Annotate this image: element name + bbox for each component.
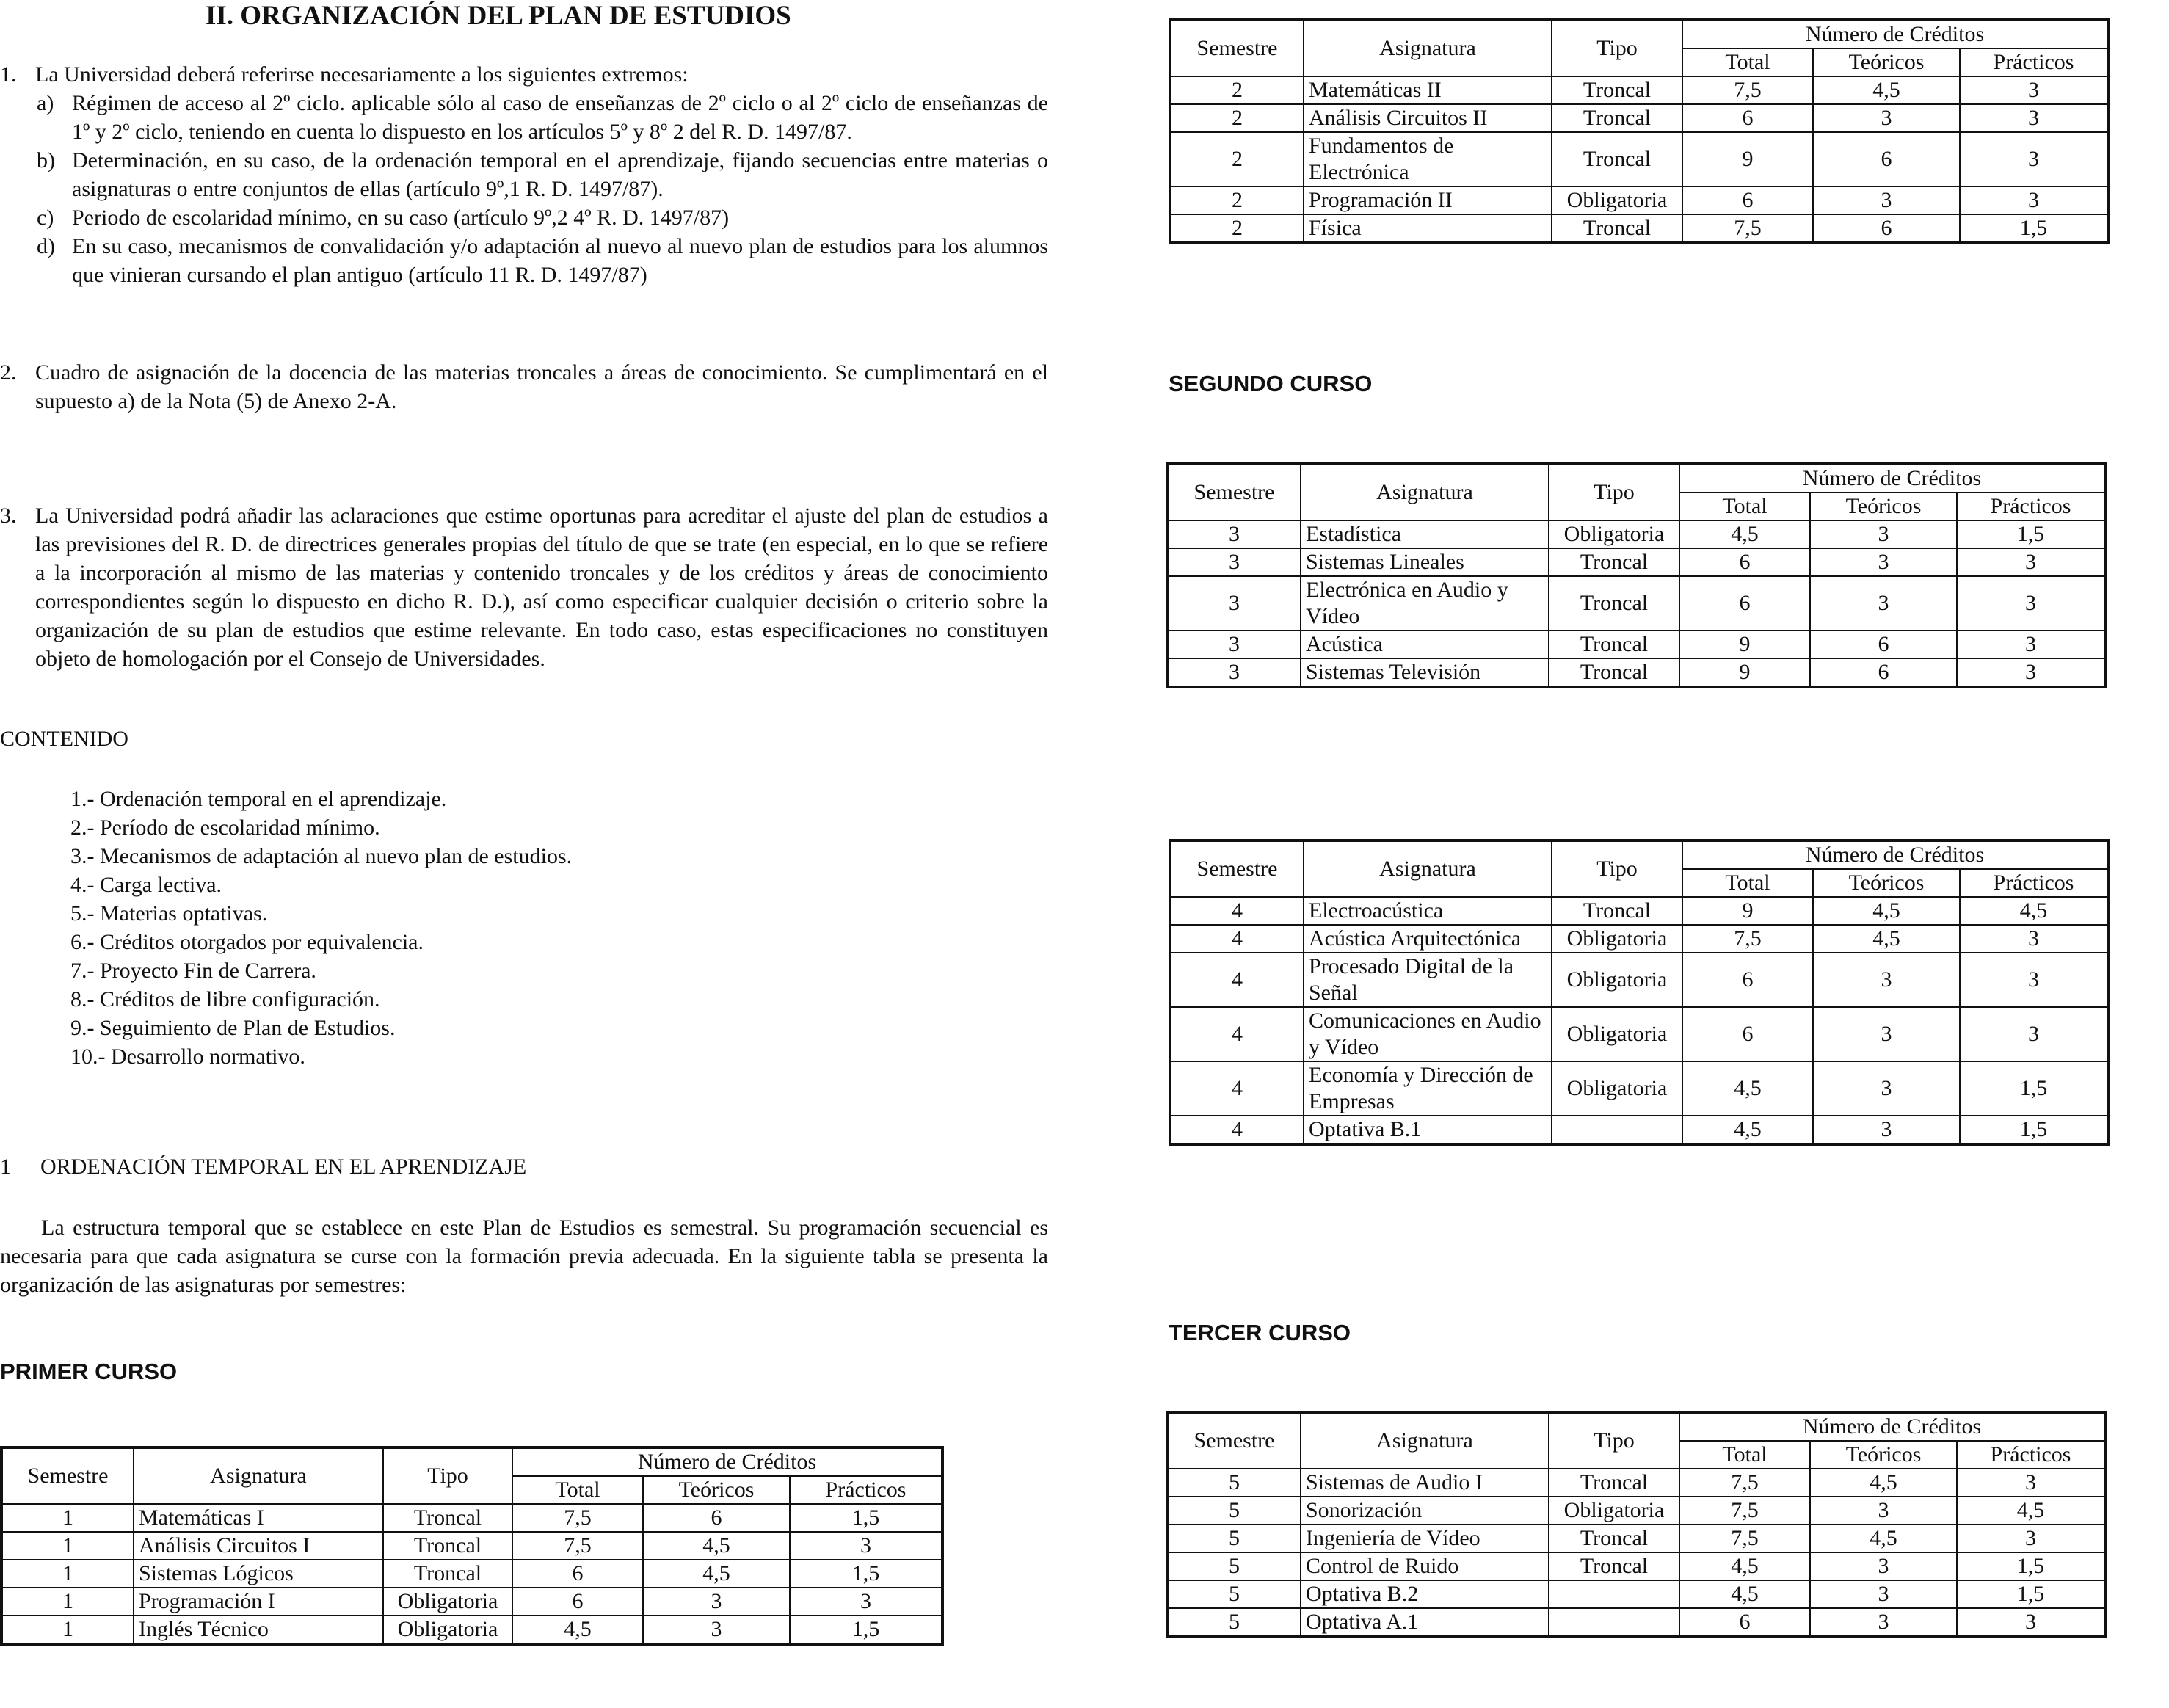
cell-practicos: 1,5 bbox=[790, 1504, 942, 1532]
table-row bbox=[1170, 76, 2108, 104]
cell-teoricos: 3 bbox=[1810, 576, 1957, 630]
section-1-heading bbox=[0, 1155, 526, 1180]
cell-teoricos: 3 bbox=[1810, 520, 1957, 548]
cell-total: 6 bbox=[1682, 104, 1813, 132]
contents-item: 5.- Materias optativas. bbox=[70, 901, 268, 926]
cell-total: 6 bbox=[512, 1560, 643, 1588]
table-row bbox=[1170, 1007, 2108, 1061]
header-practicos: Prácticos bbox=[790, 1476, 942, 1504]
cell-semestre: 4 bbox=[1170, 1061, 1304, 1116]
cell-practicos: 1,5 bbox=[1957, 1580, 2105, 1608]
cell-semestre: 2 bbox=[1170, 214, 1304, 243]
cell-total: 7,5 bbox=[1679, 1525, 1810, 1552]
cell-practicos: 1,5 bbox=[1960, 1061, 2108, 1116]
cell-asignatura: Matemáticas II bbox=[1304, 76, 1552, 104]
point-2-number: 2. bbox=[0, 360, 17, 385]
cell-total: 6 bbox=[512, 1588, 643, 1616]
cell-asignatura: Sistemas Lógicos bbox=[134, 1560, 383, 1588]
header-asignatura: Asignatura bbox=[1304, 20, 1552, 76]
cell-semestre: 5 bbox=[1167, 1525, 1301, 1552]
cell-teoricos: 3 bbox=[1810, 1608, 1957, 1637]
cell-total: 4,5 bbox=[1679, 1580, 1810, 1608]
cell-semestre: 5 bbox=[1167, 1552, 1301, 1580]
cell-semestre: 3 bbox=[1167, 576, 1301, 630]
cell-asignatura: Sistemas Televisión bbox=[1301, 658, 1549, 687]
cell-teoricos: 6 bbox=[1813, 214, 1960, 243]
item-d-label: d) bbox=[37, 234, 55, 258]
point-3-number: 3. bbox=[0, 504, 17, 528]
cell-total: 4,5 bbox=[1682, 1061, 1813, 1116]
cell-tipo: Obligatoria bbox=[383, 1616, 512, 1644]
tercer-curso-heading: TERCER CURSO bbox=[1169, 1320, 1351, 1345]
table-row bbox=[1170, 132, 2108, 186]
table-row bbox=[1, 1616, 942, 1644]
header-teoricos: Teóricos bbox=[1810, 1441, 1957, 1469]
contents-item: 6.- Créditos otorgados por equivalencia. bbox=[70, 930, 424, 954]
table-row bbox=[1167, 1580, 2105, 1608]
semester-5-table bbox=[1166, 1411, 2107, 1638]
cell-teoricos: 4,5 bbox=[1810, 1469, 1957, 1497]
table-row bbox=[1167, 1552, 2105, 1580]
cell-tipo: Troncal bbox=[1549, 576, 1679, 630]
contents-item: 4.- Carga lectiva. bbox=[70, 873, 222, 897]
cell-asignatura: Matemáticas I bbox=[134, 1504, 383, 1532]
table-row bbox=[1167, 1497, 2105, 1525]
cell-practicos: 4,5 bbox=[1960, 897, 2108, 925]
table-row bbox=[1, 1588, 942, 1616]
table-row bbox=[1170, 186, 2108, 214]
cell-tipo: Obligatoria bbox=[1549, 520, 1679, 548]
cell-tipo: Obligatoria bbox=[1552, 1061, 1682, 1116]
table-row bbox=[1, 1560, 942, 1588]
cell-tipo: Troncal bbox=[1552, 76, 1682, 104]
table-row bbox=[1167, 658, 2105, 687]
cell-total: 7,5 bbox=[512, 1504, 643, 1532]
cell-asignatura: Optativa B.1 bbox=[1304, 1116, 1552, 1144]
page-title: II. ORGANIZACIÓN DEL PLAN DE ESTUDIOS bbox=[206, 1, 791, 31]
cell-semestre: 5 bbox=[1167, 1608, 1301, 1637]
cell-total: 4,5 bbox=[512, 1616, 643, 1644]
cell-asignatura: Procesado Digital de la Señal bbox=[1304, 953, 1552, 1007]
cell-practicos: 3 bbox=[1957, 630, 2105, 658]
table-row bbox=[1167, 520, 2105, 548]
cell-semestre: 4 bbox=[1170, 953, 1304, 1007]
cell-tipo: Troncal bbox=[383, 1560, 512, 1588]
header-total: Total bbox=[1682, 48, 1813, 76]
cell-tipo: Obligatoria bbox=[383, 1588, 512, 1616]
cell-teoricos: 3 bbox=[643, 1616, 790, 1644]
cell-asignatura: Acústica bbox=[1301, 630, 1549, 658]
cell-practicos: 3 bbox=[1960, 1007, 2108, 1061]
cell-teoricos: 3 bbox=[1813, 104, 1960, 132]
cell-practicos: 1,5 bbox=[1960, 1116, 2108, 1144]
cell-semestre: 2 bbox=[1170, 132, 1304, 186]
cell-total: 7,5 bbox=[1682, 925, 1813, 953]
header-semestre: Semestre bbox=[1, 1447, 134, 1504]
cell-total: 7,5 bbox=[1679, 1469, 1810, 1497]
cell-semestre: 4 bbox=[1170, 1007, 1304, 1061]
cell-tipo: Troncal bbox=[1552, 214, 1682, 243]
header-teoricos: Teóricos bbox=[1813, 869, 1960, 897]
cell-teoricos: 3 bbox=[1813, 953, 1960, 1007]
cell-teoricos: 4,5 bbox=[1813, 925, 1960, 953]
point-1-text: La Universidad deberá referirse necesariamente a los siguientes extremos: bbox=[35, 62, 689, 87]
item-b-text: Determinación, en su caso, de la ordenación temporal en el aprendizaje, fijando secuencias entre materias o asignaturas o entre conjuntos de ellas (artículo 9º,1 R. D. 1497/87). bbox=[72, 148, 1048, 201]
cell-teoricos: 3 bbox=[1813, 1116, 1960, 1144]
item-c-label: c) bbox=[37, 206, 54, 230]
contents-item: 1.- Ordenación temporal en el aprendizaje. bbox=[70, 787, 447, 811]
semester-1-table bbox=[0, 1446, 944, 1646]
contents-item: 10.- Desarrollo normativo. bbox=[70, 1044, 305, 1069]
cell-teoricos: 3 bbox=[643, 1588, 790, 1616]
table-row bbox=[1170, 1061, 2108, 1116]
header-total: Total bbox=[1679, 493, 1810, 520]
section-1-number: 1 bbox=[0, 1155, 11, 1179]
table-row bbox=[1167, 576, 2105, 630]
cell-semestre: 3 bbox=[1167, 630, 1301, 658]
header-practicos: Prácticos bbox=[1957, 1441, 2105, 1469]
table-row bbox=[1170, 1116, 2108, 1144]
cell-semestre: 3 bbox=[1167, 548, 1301, 576]
header-teoricos: Teóricos bbox=[1813, 48, 1960, 76]
cell-practicos: 3 bbox=[1960, 132, 2108, 186]
cell-practicos: 3 bbox=[790, 1588, 942, 1616]
header-creditos: Número de Créditos bbox=[1679, 1412, 2105, 1441]
cell-teoricos: 6 bbox=[1813, 132, 1960, 186]
cell-tipo: Obligatoria bbox=[1549, 1497, 1679, 1525]
cell-total: 7,5 bbox=[1682, 214, 1813, 243]
item-d-text: En su caso, mecanismos de convalidación y/o adaptación al nuevo al nuevo plan de estudios para los alumnos que vinieran cursando el plan antiguo (artículo 11 R. D. 1497/87) bbox=[72, 234, 1048, 287]
cell-tipo: Troncal bbox=[1549, 1525, 1679, 1552]
cell-asignatura: Sistemas de Audio I bbox=[1301, 1469, 1549, 1497]
cell-semestre: 3 bbox=[1167, 520, 1301, 548]
cell-tipo: Obligatoria bbox=[1552, 953, 1682, 1007]
item-b-label: b) bbox=[37, 148, 55, 172]
cell-semestre: 4 bbox=[1170, 925, 1304, 953]
cell-semestre: 1 bbox=[1, 1560, 134, 1588]
section-1-text: La estructura temporal que se establece en este Plan de Estudios es semestral. Su programación secuencial es necesaria para que cada asignatura se curse con la formación previa adecuada. En la siguiente tabla se presenta la organización de las asignaturas por semestres: bbox=[0, 1215, 1048, 1297]
point-2-text: Cuadro de asignación de la docencia de las materias troncales a áreas de conocimiento. Se cumplimentará en el supuesto a) de la Nota (5) de Anexo 2-A. bbox=[35, 360, 1048, 413]
item-a-label: a) bbox=[37, 91, 54, 115]
header-teoricos: Teóricos bbox=[1810, 493, 1957, 520]
header-semestre: Semestre bbox=[1167, 464, 1301, 520]
cell-semestre: 1 bbox=[1, 1616, 134, 1644]
cell-tipo: Troncal bbox=[1552, 897, 1682, 925]
cell-teoricos: 3 bbox=[1813, 186, 1960, 214]
header-tipo: Tipo bbox=[1552, 840, 1682, 897]
cell-teoricos: 3 bbox=[1810, 1552, 1957, 1580]
header-asignatura: Asignatura bbox=[1301, 1412, 1549, 1469]
header-teoricos: Teóricos bbox=[643, 1476, 790, 1504]
cell-asignatura: Sonorización bbox=[1301, 1497, 1549, 1525]
cell-teoricos: 3 bbox=[1810, 1497, 1957, 1525]
cell-semestre: 5 bbox=[1167, 1497, 1301, 1525]
cell-teoricos: 4,5 bbox=[1810, 1525, 1957, 1552]
header-creditos: Número de Créditos bbox=[1682, 20, 2108, 48]
cell-total: 6 bbox=[1679, 1608, 1810, 1637]
cell-asignatura: Control de Ruido bbox=[1301, 1552, 1549, 1580]
cell-asignatura: Acústica Arquitectónica bbox=[1304, 925, 1552, 953]
cell-practicos: 3 bbox=[1957, 548, 2105, 576]
cell-asignatura: Análisis Circuitos I bbox=[134, 1532, 383, 1560]
cell-asignatura: Física bbox=[1304, 214, 1552, 243]
cell-tipo: Troncal bbox=[1552, 132, 1682, 186]
cell-teoricos: 4,5 bbox=[643, 1532, 790, 1560]
point-3 bbox=[0, 501, 1048, 673]
cell-asignatura: Economía y Dirección de Empresas bbox=[1304, 1061, 1552, 1116]
cell-practicos: 3 bbox=[1957, 1608, 2105, 1637]
item-a-text: Régimen de acceso al 2º ciclo. aplicable sólo al caso de enseñanzas de 2º ciclo o al 2º ciclo de enseñanzas de 1º y 2º ciclo, teniendo en cuenta lo dispuesto en los artículos 5º y 8º 2 del R. D. 1497/87. bbox=[72, 91, 1048, 144]
table-row bbox=[1170, 104, 2108, 132]
cell-tipo: Troncal bbox=[383, 1532, 512, 1560]
cell-tipo bbox=[1549, 1608, 1679, 1637]
primer-curso-heading: PRIMER CURSO bbox=[0, 1359, 178, 1384]
cell-teoricos: 3 bbox=[1813, 1061, 1960, 1116]
cell-tipo: Troncal bbox=[1549, 1469, 1679, 1497]
cell-semestre: 5 bbox=[1167, 1580, 1301, 1608]
cell-tipo: Troncal bbox=[1549, 1552, 1679, 1580]
cell-asignatura: Comunicaciones en Audio y Vídeo bbox=[1304, 1007, 1552, 1061]
cell-practicos: 1,5 bbox=[790, 1560, 942, 1588]
cell-semestre: 2 bbox=[1170, 186, 1304, 214]
table-row bbox=[1, 1532, 942, 1560]
header-total: Total bbox=[1679, 1441, 1810, 1469]
header-asignatura: Asignatura bbox=[134, 1447, 383, 1504]
cell-total: 4,5 bbox=[1679, 520, 1810, 548]
cell-tipo: Troncal bbox=[1552, 104, 1682, 132]
point-3-text: La Universidad podrá añadir las aclaraciones que estime oportunas para acreditar el ajuste del plan de estudios a las previsiones del R. D. de directrices generales propias del título de que se trate (en especial, en lo que se refiere a la incorporación al mismo de las materias y contenido troncales y de los créditos y áreas de conocimiento correspondientes según lo dispuesto en dicho R. D.), así como especificar cualquier decisión o criterio sobre la organización de su plan de estudios que estime relevante. En todo caso, estas especificaciones no constituyen objeto de homologación por el Consejo de Universidades. bbox=[35, 504, 1048, 671]
header-tipo: Tipo bbox=[1549, 1412, 1679, 1469]
cell-asignatura: Sistemas Lineales bbox=[1301, 548, 1549, 576]
cell-tipo: Troncal bbox=[1549, 548, 1679, 576]
cell-tipo bbox=[1552, 1116, 1682, 1144]
cell-practicos: 1,5 bbox=[790, 1616, 942, 1644]
cell-teoricos: 4,5 bbox=[643, 1560, 790, 1588]
table-row bbox=[1170, 953, 2108, 1007]
cell-semestre: 2 bbox=[1170, 104, 1304, 132]
cell-tipo: Troncal bbox=[1549, 658, 1679, 687]
cell-total: 6 bbox=[1679, 576, 1810, 630]
cell-teoricos: 3 bbox=[1813, 1007, 1960, 1061]
cell-teoricos: 3 bbox=[1810, 548, 1957, 576]
cell-semestre: 5 bbox=[1167, 1469, 1301, 1497]
cell-asignatura: Electroacústica bbox=[1304, 897, 1552, 925]
cell-teoricos: 4,5 bbox=[1813, 76, 1960, 104]
cell-asignatura: Programación II bbox=[1304, 186, 1552, 214]
cell-teoricos: 6 bbox=[1810, 630, 1957, 658]
cell-total: 9 bbox=[1679, 658, 1810, 687]
cell-asignatura: Programación I bbox=[134, 1588, 383, 1616]
cell-tipo: Obligatoria bbox=[1552, 1007, 1682, 1061]
header-asignatura: Asignatura bbox=[1304, 840, 1552, 897]
cell-asignatura: Estadística bbox=[1301, 520, 1549, 548]
contents-list bbox=[70, 785, 731, 1071]
section-1-title: ORDENACIÓN TEMPORAL EN EL APRENDIZAJE bbox=[40, 1155, 527, 1179]
cell-practicos: 1,5 bbox=[1957, 1552, 2105, 1580]
header-semestre: Semestre bbox=[1170, 20, 1304, 76]
cell-total: 4,5 bbox=[1679, 1552, 1810, 1580]
header-creditos: Número de Créditos bbox=[1679, 464, 2105, 493]
table-row bbox=[1167, 1608, 2105, 1637]
cell-tipo: Troncal bbox=[383, 1504, 512, 1532]
cell-asignatura: Inglés Técnico bbox=[134, 1616, 383, 1644]
contents-item: 3.- Mecanismos de adaptación al nuevo plan de estudios. bbox=[70, 844, 573, 868]
header-creditos: Número de Créditos bbox=[512, 1447, 942, 1476]
table-row bbox=[1167, 630, 2105, 658]
table-row bbox=[1167, 1525, 2105, 1552]
cell-teoricos: 4,5 bbox=[1813, 897, 1960, 925]
point-2 bbox=[0, 358, 1048, 415]
header-asignatura: Asignatura bbox=[1301, 464, 1549, 520]
header-practicos: Prácticos bbox=[1960, 869, 2108, 897]
cell-total: 6 bbox=[1682, 186, 1813, 214]
cell-tipo: Obligatoria bbox=[1552, 186, 1682, 214]
contents-item: 2.- Período de escolaridad mínimo. bbox=[70, 815, 380, 840]
cell-semestre: 1 bbox=[1, 1532, 134, 1560]
cell-asignatura: Fundamentos de Electrónica bbox=[1304, 132, 1552, 186]
cell-practicos: 3 bbox=[1960, 186, 2108, 214]
header-total: Total bbox=[1682, 869, 1813, 897]
cell-total: 6 bbox=[1682, 953, 1813, 1007]
item-c-text: Periodo de escolaridad mínimo, en su caso (artículo 9º,2 4º R. D. 1497/87) bbox=[72, 206, 730, 230]
cell-practicos: 3 bbox=[1960, 925, 2108, 953]
cell-semestre: 2 bbox=[1170, 76, 1304, 104]
cell-practicos: 3 bbox=[1957, 1469, 2105, 1497]
header-tipo: Tipo bbox=[383, 1447, 512, 1504]
cell-semestre: 1 bbox=[1, 1588, 134, 1616]
cell-tipo: Obligatoria bbox=[1552, 925, 1682, 953]
cell-tipo: Troncal bbox=[1549, 630, 1679, 658]
cell-practicos: 1,5 bbox=[1960, 214, 2108, 243]
header-total: Total bbox=[512, 1476, 643, 1504]
semester-2-table bbox=[1169, 18, 2110, 244]
cell-asignatura: Ingeniería de Vídeo bbox=[1301, 1525, 1549, 1552]
table-row bbox=[1167, 548, 2105, 576]
table-row bbox=[1167, 1469, 2105, 1497]
cell-total: 9 bbox=[1682, 132, 1813, 186]
cell-teoricos: 6 bbox=[643, 1504, 790, 1532]
cell-asignatura: Optativa A.1 bbox=[1301, 1608, 1549, 1637]
point-1 bbox=[0, 60, 1048, 289]
contents-item: 9.- Seguimiento de Plan de Estudios. bbox=[70, 1016, 396, 1040]
cell-semestre: 4 bbox=[1170, 897, 1304, 925]
header-practicos: Prácticos bbox=[1960, 48, 2108, 76]
cell-practicos: 1,5 bbox=[1957, 520, 2105, 548]
point-1-number: 1. bbox=[0, 62, 17, 87]
cell-total: 6 bbox=[1679, 548, 1810, 576]
segundo-curso-heading: SEGUNDO CURSO bbox=[1169, 371, 1373, 396]
contents-item: 8.- Créditos de libre configuración. bbox=[70, 987, 380, 1011]
contents-item: 7.- Proyecto Fin de Carrera. bbox=[70, 959, 316, 983]
semester-4-table bbox=[1169, 839, 2110, 1146]
cell-semestre: 3 bbox=[1167, 658, 1301, 687]
header-tipo: Tipo bbox=[1552, 20, 1682, 76]
cell-practicos: 3 bbox=[1957, 1525, 2105, 1552]
table-row bbox=[1170, 925, 2108, 953]
header-creditos: Número de Créditos bbox=[1682, 840, 2108, 869]
cell-total: 9 bbox=[1679, 630, 1810, 658]
cell-total: 7,5 bbox=[1682, 76, 1813, 104]
cell-practicos: 4,5 bbox=[1957, 1497, 2105, 1525]
header-tipo: Tipo bbox=[1549, 464, 1679, 520]
cell-semestre: 4 bbox=[1170, 1116, 1304, 1144]
cell-practicos: 3 bbox=[1957, 576, 2105, 630]
cell-total: 4,5 bbox=[1682, 1116, 1813, 1144]
header-semestre: Semestre bbox=[1167, 1412, 1301, 1469]
contenido-heading: CONTENIDO bbox=[0, 727, 128, 751]
cell-asignatura: Optativa B.2 bbox=[1301, 1580, 1549, 1608]
table-row bbox=[1, 1504, 942, 1532]
cell-total: 7,5 bbox=[512, 1532, 643, 1560]
cell-asignatura: Análisis Circuitos II bbox=[1304, 104, 1552, 132]
cell-practicos: 3 bbox=[1960, 104, 2108, 132]
cell-total: 9 bbox=[1682, 897, 1813, 925]
cell-practicos: 3 bbox=[790, 1532, 942, 1560]
cell-tipo bbox=[1549, 1580, 1679, 1608]
cell-teoricos: 3 bbox=[1810, 1580, 1957, 1608]
cell-asignatura: Electrónica en Audio y Vídeo bbox=[1301, 576, 1549, 630]
table-row bbox=[1170, 897, 2108, 925]
cell-teoricos: 6 bbox=[1810, 658, 1957, 687]
header-semestre: Semestre bbox=[1170, 840, 1304, 897]
cell-practicos: 3 bbox=[1960, 76, 2108, 104]
semester-3-table bbox=[1166, 462, 2107, 688]
cell-total: 6 bbox=[1682, 1007, 1813, 1061]
cell-semestre: 1 bbox=[1, 1504, 134, 1532]
header-practicos: Prácticos bbox=[1957, 493, 2105, 520]
cell-total: 7,5 bbox=[1679, 1497, 1810, 1525]
cell-practicos: 3 bbox=[1957, 658, 2105, 687]
table-row bbox=[1170, 214, 2108, 243]
cell-practicos: 3 bbox=[1960, 953, 2108, 1007]
